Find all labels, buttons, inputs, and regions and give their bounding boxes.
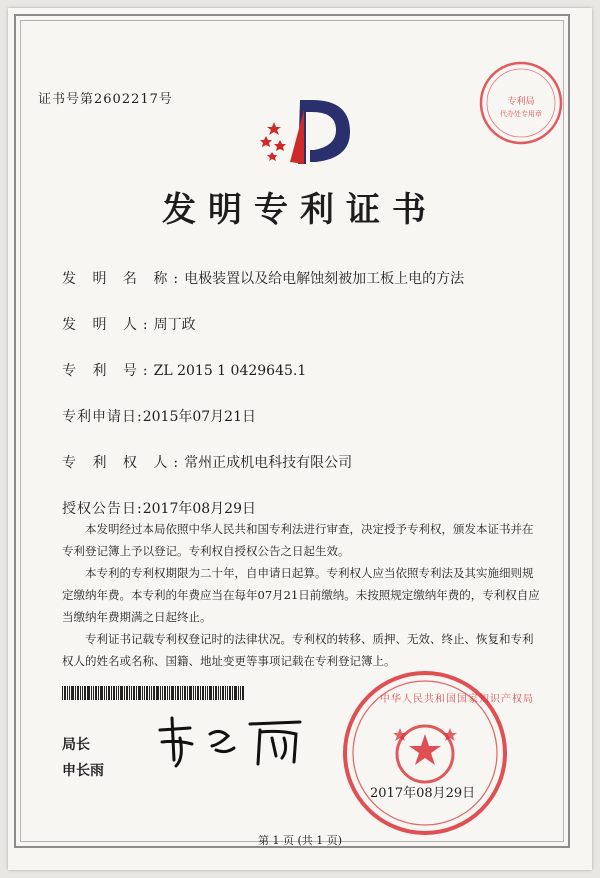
barcode-bar <box>64 686 66 700</box>
field-patentee <box>62 452 352 472</box>
field-value: 2017年08月29日 <box>142 501 256 517</box>
barcode-bar <box>164 686 166 700</box>
barcode-bar <box>113 686 115 700</box>
barcode-bar <box>116 686 117 700</box>
barcode-bar <box>126 686 128 700</box>
issue-date: 2017年08月29日 <box>370 786 476 801</box>
barcode-bar <box>205 686 206 700</box>
barcode-bar <box>162 686 163 700</box>
handwritten-signature <box>150 710 310 770</box>
barcode-bar <box>124 686 125 700</box>
official-seal-text: 中华人民共和国国家知识产权局 <box>380 694 534 705</box>
barcode-bar <box>182 686 183 700</box>
patent-office-logo <box>250 92 360 172</box>
signature-name: 申长雨 <box>62 763 104 779</box>
barcode-bar <box>175 686 176 700</box>
field-application-date <box>62 406 256 426</box>
barcode-bar <box>227 686 228 700</box>
barcode-bar <box>133 686 135 700</box>
barcode-bar <box>108 686 110 700</box>
field-label: 专利申请日: <box>62 409 143 425</box>
barcode-bar <box>100 686 103 700</box>
signature-title: 局长 <box>62 737 90 753</box>
agency-seal-line-1: 专利局 <box>507 97 535 107</box>
field-value: 2015年07月21日 <box>142 409 256 425</box>
barcode-bar <box>240 686 241 700</box>
barcode-bar <box>160 686 161 700</box>
barcode-bar <box>197 686 199 700</box>
field-invention-name <box>62 268 464 288</box>
barcode-bar <box>234 686 237 700</box>
paragraph-1: 本发明经过本局依照中华人民共和国专利法进行审查，决定授予专利权，颁发本证书并在专利登记簿上予以登记。专利权自授权公告之日起生效。 <box>62 522 534 558</box>
barcode <box>62 686 288 700</box>
barcode-bar <box>232 686 233 700</box>
field-label: 专 利 权 人: <box>62 455 185 471</box>
barcode-bar <box>82 686 83 700</box>
barcode-bar <box>215 686 217 700</box>
barcode-bar <box>207 686 208 700</box>
barcode-bar <box>93 686 94 700</box>
field-patent-number <box>62 360 306 380</box>
barcode-bar <box>220 686 221 700</box>
barcode-bar <box>238 686 239 700</box>
barcode-bar <box>213 686 214 700</box>
certificate-number: 证书号第2602217号 <box>38 92 173 107</box>
barcode-bar <box>136 686 137 700</box>
barcode-bar <box>184 686 186 700</box>
barcode-bar <box>129 686 130 700</box>
barcode-bar <box>69 686 70 700</box>
barcode-bar <box>111 686 112 700</box>
barcode-bar <box>200 686 201 700</box>
agency-seal-text <box>500 96 542 120</box>
barcode-bar <box>118 686 119 700</box>
barcode-bar <box>62 686 63 700</box>
barcode-bar <box>84 686 86 700</box>
field-label: 授权公告日: <box>62 501 143 517</box>
barcode-bar <box>120 686 123 700</box>
field-value: ZL 2015 1 0429645.1 <box>153 363 307 379</box>
barcode-bar <box>71 686 74 700</box>
barcode-bar <box>225 686 226 700</box>
barcode-bar <box>95 686 97 700</box>
paragraph-2: 本专利的专利权期限为二十年，自申请日起算。专利权人应当依照专利法及其实施细则规定缴纳年费。本专利的年费应当在每年07月21日前缴纳。未按照规定缴纳年费的，专利权自应当缴纳年费期满之日起终止。 <box>62 566 540 624</box>
agency-seal-line-2: 代办处专用章 <box>500 110 542 118</box>
barcode-bar <box>151 686 152 700</box>
barcode-bar <box>195 686 196 700</box>
barcode-bar <box>167 686 168 700</box>
barcode-bar <box>131 686 132 700</box>
field-inventor <box>62 314 196 334</box>
barcode-bar <box>67 686 68 700</box>
barcode-bar <box>222 686 224 700</box>
field-label: 发 明 人: <box>62 317 154 333</box>
barcode-bar <box>242 686 244 700</box>
barcode-bar <box>77 686 79 700</box>
barcode-bar <box>149 686 150 700</box>
barcode-bar <box>91 686 92 700</box>
barcode-bar <box>153 686 155 700</box>
barcode-bar <box>229 686 231 700</box>
barcode-bar <box>177 686 179 700</box>
paragraph-3: 专利证书记载专利权登记时的法律状况。专利权的转移、质押、无效、终止、恢复和专利权人的姓名或名称、国籍、地址变更等事项记载在专利登记簿上。 <box>62 632 534 668</box>
barcode-bar <box>187 686 188 700</box>
barcode-bar <box>104 686 105 700</box>
field-label: 专 利 号: <box>62 363 154 379</box>
barcode-bar <box>218 686 219 700</box>
barcode-bar <box>209 686 212 700</box>
barcode-bar <box>142 686 143 700</box>
field-value: 周丁政 <box>153 317 196 333</box>
barcode-bar <box>87 686 90 700</box>
field-value: 常州正成机电科技有限公司 <box>184 455 353 471</box>
barcode-bar <box>146 686 148 700</box>
barcode-bar <box>106 686 107 700</box>
barcode-bar <box>75 686 76 700</box>
barcode-bar <box>144 686 145 700</box>
page-footer: 第 1 页 (共 1 页) <box>257 834 343 847</box>
barcode-bar <box>156 686 159 700</box>
page-title: 发明专利证书 <box>162 190 438 230</box>
barcode-bar <box>189 686 192 700</box>
barcode-bar <box>193 686 194 700</box>
barcode-bar <box>180 686 181 700</box>
barcode-bar <box>138 686 141 700</box>
barcode-bar <box>169 686 170 700</box>
barcode-bar <box>171 686 174 700</box>
barcode-bar <box>202 686 204 700</box>
field-value: 电极装置以及给电解蚀刻被加工板上电的方法 <box>184 271 465 287</box>
barcode-bar <box>98 686 99 700</box>
field-grant-date <box>62 498 256 518</box>
barcode-bar <box>80 686 81 700</box>
field-label: 发 明 名 称: <box>62 271 185 287</box>
